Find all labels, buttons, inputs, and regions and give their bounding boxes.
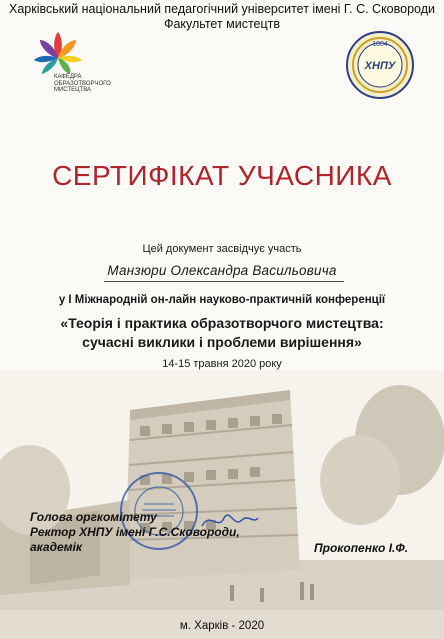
city-year: м. Харків - 2020 [179, 620, 265, 632]
svg-text:1804: 1804 [372, 41, 388, 48]
signature-line-1: Голова оргкомітету [30, 510, 157, 524]
svg-text:ХНПУ: ХНПУ [364, 60, 396, 72]
conference-text: у І Міжнародній он-лайн науково-практичній конференції [58, 294, 386, 306]
university-seal [345, 30, 415, 100]
faculty-name: Факультет мистецтв [163, 17, 281, 31]
seal-icon [345, 30, 415, 100]
department-label: КАФЕДРА ОБРАЗОТВОРЧОГО МИСТЕЦТВА [54, 74, 111, 93]
name-underline [104, 281, 344, 282]
signature-line-2: Ректор ХНПУ імені Г.С.Сковороди, [30, 525, 240, 539]
participant-name: Манзюри Олександра Васильовича [107, 263, 337, 278]
signature-line-3: академік [30, 540, 82, 554]
signature-block [30, 510, 240, 555]
conference-dates: 14-15 травня 2020 року [162, 358, 282, 370]
department-logo [28, 28, 114, 93]
signer-name: Прокопенко І.Ф. [314, 541, 409, 555]
building-photo [0, 370, 444, 639]
theme-line-1: «Теорія і практика образотворчого мистецтва: [60, 315, 384, 331]
conference-theme [0, 314, 444, 352]
university-name: Харківський національний педагогічний університет імені Г. С. Сковороди [9, 2, 435, 16]
certificate-title: СЕРТИФІКАТ УЧАСНИКА [52, 160, 392, 191]
certifies-text: Цей документ засвідчує участь [142, 243, 302, 255]
theme-line-2: сучасні виклики і проблеми вирішення» [82, 334, 362, 350]
